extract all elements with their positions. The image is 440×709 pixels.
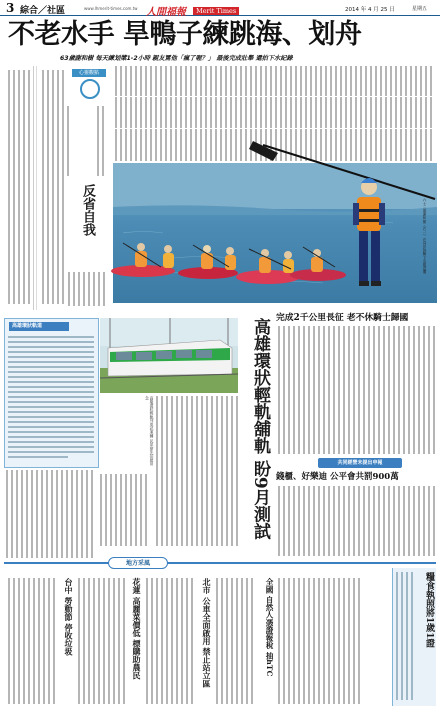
ktv-headline: 錢櫃、好樂迪 公平會共罰900萬	[276, 472, 399, 482]
left-lower-text-lines	[4, 470, 99, 560]
lead-photo-caption: 六十三歲謝和樹（右一）在同伴鼓勵下克服恐懼	[423, 198, 427, 274]
rail-photo-caption: 高雄環狀輕軌列車試運轉 民眾搶先拍照留念	[145, 396, 155, 466]
site-url: www.lhmerit-times.com.tw	[84, 6, 138, 11]
page-number: 3	[6, 1, 15, 15]
local-story-taipei: 北市 公車全面啟用 禁止站立區	[202, 578, 212, 688]
issue-date: 2014 年 4 月 25 日	[345, 7, 395, 13]
local-section-label: 地方采風	[108, 557, 168, 569]
sidebar-title: 糧食執照將1歲1證	[424, 572, 434, 648]
ktv-text-lines	[276, 486, 436, 558]
sidebar-box	[392, 568, 436, 706]
masthead-en: Merit Times	[193, 7, 239, 15]
page-header	[0, 0, 440, 16]
rail-box-title: 高雄環狀軌道	[9, 322, 69, 331]
local-story-national: 全國 自然人憑證報稅 抽hTC	[265, 578, 274, 677]
lead-headline: 不老水手 旱鴨子練跳海、划舟	[8, 19, 362, 50]
column-text-lines	[4, 66, 109, 310]
rail-box	[4, 318, 99, 468]
sidebar-text-lines	[395, 572, 419, 702]
local-story-taichung: 台中 勞動節 停收垃圾	[64, 578, 74, 656]
masthead	[146, 0, 246, 18]
column-badge: 心靈觀點	[72, 69, 106, 77]
lead-subheadline: 63歲謝和樹 每天練划槳1-2小時 親友罵他「瘋了喔？」 最後完成壯舉 還拍下水紀錄	[60, 55, 293, 62]
lead-photo	[113, 163, 437, 303]
rail-text-lines	[100, 396, 242, 556]
column-title: 反省自我	[80, 184, 95, 236]
local-story-hualien: 花蓮 高麗菜價低 標購助農民	[132, 578, 142, 680]
rail-headline: 高雄環狀輕軌舖軌 盼9月測試	[250, 318, 270, 540]
cycling-text-lines	[276, 326, 436, 456]
ktv-banner: 共同經營未提出申報	[318, 458, 402, 468]
rail-photo	[100, 318, 238, 393]
masthead-logo: 人間福報	[146, 7, 186, 18]
issue-weekday: 星期五	[412, 6, 428, 12]
rail-box-text	[8, 334, 96, 464]
section-label: 綜合／社區	[20, 6, 66, 16]
cycling-headline: 完成2千公里長征 老不休騎士歸國	[276, 313, 409, 323]
local-text-lines	[4, 578, 364, 706]
